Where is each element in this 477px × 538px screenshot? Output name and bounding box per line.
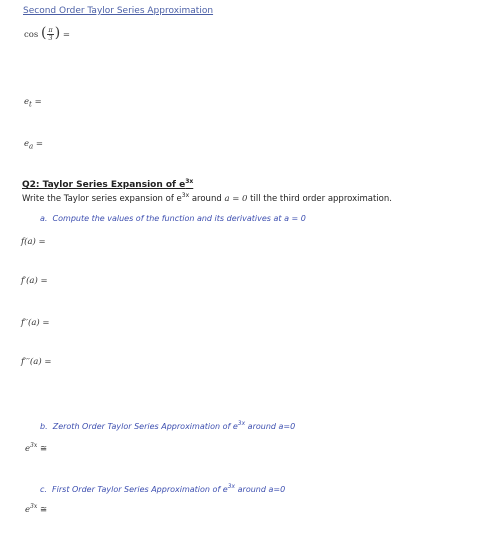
fraction — [47, 27, 53, 42]
f-double-prime-row: f′′(a) = — [21, 318, 50, 328]
part-b: b. Zeroth Order Taylor Series Approximation of $e^{3x}$ around a=0 — [40, 420, 296, 431]
approx-error-label: $e_a$ = — [24, 139, 44, 151]
fraction-numerator: π — [48, 26, 53, 34]
cos-expression: cos ( $\frac{\pi}{3}$) = — [24, 25, 70, 42]
first-order-approx: $e^{3x}$ ≅ — [25, 503, 48, 515]
zeroth-order-approx: $e^{3x}$ ≅ — [25, 442, 48, 454]
section-title: Second Order Taylor Series Approximation — [23, 6, 214, 16]
f-prime-row: f′(a) = — [21, 276, 48, 286]
cos-equals: = — [62, 30, 70, 40]
f-triple-prime-row: f′′′(a) = — [21, 357, 52, 367]
true-error-label: $e_t$ = — [24, 97, 42, 109]
q2-heading: Q2: Taylor Series Expansion of $e^{3x}$ — [22, 178, 194, 190]
part-a: a. Compute the values of the function and its derivatives at a = 0 — [40, 214, 306, 223]
part-c: c. First Order Taylor Series Approximation of $e^{3x}$ around a=0 — [40, 483, 286, 494]
q2-instruction: Write the Taylor series expansion of $e^{3x}$ around a = 0 till the third order approximation. — [22, 192, 392, 204]
f-row: f(a) = — [21, 237, 46, 247]
fraction-denominator: 3 — [48, 34, 53, 42]
cos-fn: cos — [24, 30, 39, 40]
